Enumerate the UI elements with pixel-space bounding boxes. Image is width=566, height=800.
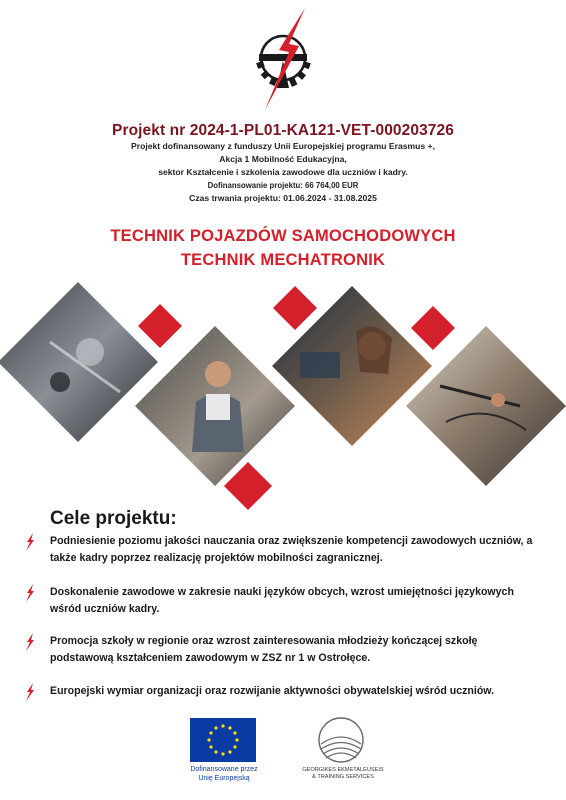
project-funding-line: Projekt dofinansowany z funduszy Unii Europejskiej programu Erasmus +, [131,141,435,151]
photo-engine-repair [0,282,158,442]
goal-text: Promocja szkoły w regionie oraz wzrost zainteresowania młodzieży kończącej szkołę podstawową kształceniem zawodowym w ZSZ nr 1 w Ostrołęce. [50,635,478,664]
red-diamond [273,286,317,330]
project-action-line: Akcja 1 Mobilność Edukacyjna, [219,154,347,164]
lightning-bullet-icon [24,533,36,551]
lightning-bullet-icon [24,584,36,602]
eu-caption [176,765,272,783]
goal-text: Europejski wymiar organizacji oraz rozwijanie aktywności obywatelskiej wśród uczniów. [50,685,495,697]
goal-item [30,683,540,700]
school-logo [243,6,323,118]
eu-flag-logo [190,718,256,762]
georgikes-logo [306,714,376,766]
photo-student-mechanic [135,326,295,486]
project-funding-amount: Dofinansowanie projektu: 66 764,00 EUR [207,181,359,190]
goals-title: Cele projektu: [50,508,177,529]
goal-item [30,633,540,667]
project-number: Projekt nr 2024-1-PL01-KA121-VET-000203726 [112,122,454,139]
project-sector-line: sektor Kształcenie i szkolenia zawodowe dla uczniów i kadry. [158,167,408,177]
profession-1: TECHNIK POJAZDÓW SAMOCHODOWYCH [110,227,456,245]
eu-caption-line1: Dofinansowane przez [190,766,258,773]
red-diamond [138,304,182,348]
profession-2: TECHNIK MECHATRONIK [180,251,386,269]
lightning-bullet-icon [24,633,36,651]
photo-soldering [406,326,566,486]
photo-tiles [0,282,566,514]
georgikes-caption [298,767,388,781]
georgikes-caption-line2: & TRAINING SERVICES [312,774,374,780]
red-diamond [411,306,455,350]
goal-item [30,584,540,618]
project-duration: Czas trwania projektu: 01.06.2024 - 31.08.2025 [189,193,377,203]
lightning-bullet-icon [24,683,36,701]
professions [0,224,566,272]
eu-caption-line2: Unię Europejską [198,775,250,782]
goal-item [30,533,540,567]
goal-text: Podniesienie poziomu jakości nauczania oraz zwiększenie kompetencji zawodowych uczniów, a także kadry poprzez realizację projektów mobilności zagranicznej. [50,535,533,564]
goal-text: Doskonalenie zawodowe w zakresie nauki języków obcych, wzrost umiejętności językowych wśród uczniów kadry. [50,586,514,615]
georgikes-caption-line1: GEORGIKES EKMETALEUSEIS [302,767,384,773]
project-header [0,120,566,205]
